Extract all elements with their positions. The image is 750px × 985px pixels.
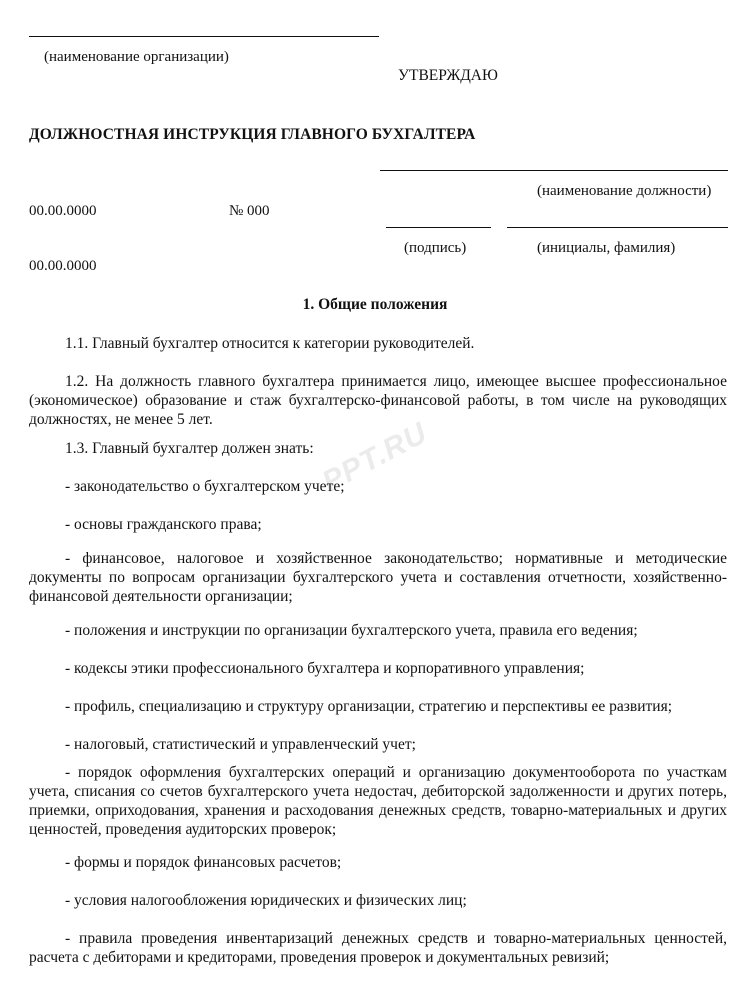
list-item: - положения и инструкции по организации бухгалтерского учета, правила его ведения; xyxy=(65,622,638,639)
list-item: - законодательство о бухгалтерском учете; xyxy=(65,478,345,495)
list-item: - налоговый, статистический и управленческий учет; xyxy=(65,736,416,753)
list-item: - правила проведения инвентаризаций денежных средств и товарно-материальных ценностей, расчета с дебиторами и кредиторами, проведения проверок и документальных ревизий; xyxy=(29,930,727,966)
list-item: - порядок оформления бухгалтерских операций и организацию документооборота по участкам учета, списания со счетов бухгалтерского учета недостач, дебиторской задолженности и других потерь, приемки, оприходования, хранения и расходования денежных средств, товарно-материальных и других ценностей, проведения аудиторских проверок; xyxy=(29,764,727,838)
list-item: - условия налогообложения юридических и физических лиц; xyxy=(65,892,467,909)
paragraph-1-3: 1.3. Главный бухгалтер должен знать: xyxy=(65,440,314,457)
position-caption: (наименование должности) xyxy=(537,183,712,199)
list-item: - профиль, специализацию и структуру организации, стратегию и перспективы ее развития; xyxy=(65,698,673,715)
signature-caption: (подпись) xyxy=(404,240,467,256)
document-date: 00.00.0000 xyxy=(29,203,97,219)
watermark: PPT.RU xyxy=(316,416,433,499)
document-title: ДОЛЖНОСТНАЯ ИНСТРУКЦИЯ ГЛАВНОГО БУХГАЛТЕРА xyxy=(29,126,476,143)
list-item: - формы и порядок финансовых расчетов; xyxy=(65,854,342,871)
document-number: № 000 xyxy=(229,203,270,219)
paragraph-1-2: 1.2. На должность главного бухгалтера принимается лицо, имеющее высшее профессиональное (экономическое) образование и стаж бухгалтерско-финансовой работы, в том числе на руководящих должностях, не менее 5 лет. xyxy=(29,373,727,428)
list-item: - основы гражданского права; xyxy=(65,516,262,533)
paragraph-1-1: 1.1. Главный бухгалтер относится к категории руководителей. xyxy=(65,335,475,352)
position-name-line xyxy=(380,170,728,171)
initials-line xyxy=(507,227,728,228)
list-item: - финансовое, налоговое и хозяйственное законодательство; нормативные и методические документы по вопросам организации бухгалтерского учета и составления отчетности, хозяйственно-финансовой деятельности организации; xyxy=(29,550,727,605)
initials-caption: (инициалы, фамилия) xyxy=(537,240,676,256)
section-title: 1. Общие положения xyxy=(302,296,448,313)
approve-label: УТВЕРЖДАЮ xyxy=(398,67,498,84)
signature-line xyxy=(386,227,491,228)
approval-date: 00.00.0000 xyxy=(29,258,97,274)
organization-caption: (наименование организации) xyxy=(44,49,229,65)
list-item: - кодексы этики профессионального бухгалтера и корпоративного управления; xyxy=(65,660,585,677)
organization-name-line xyxy=(29,36,379,37)
